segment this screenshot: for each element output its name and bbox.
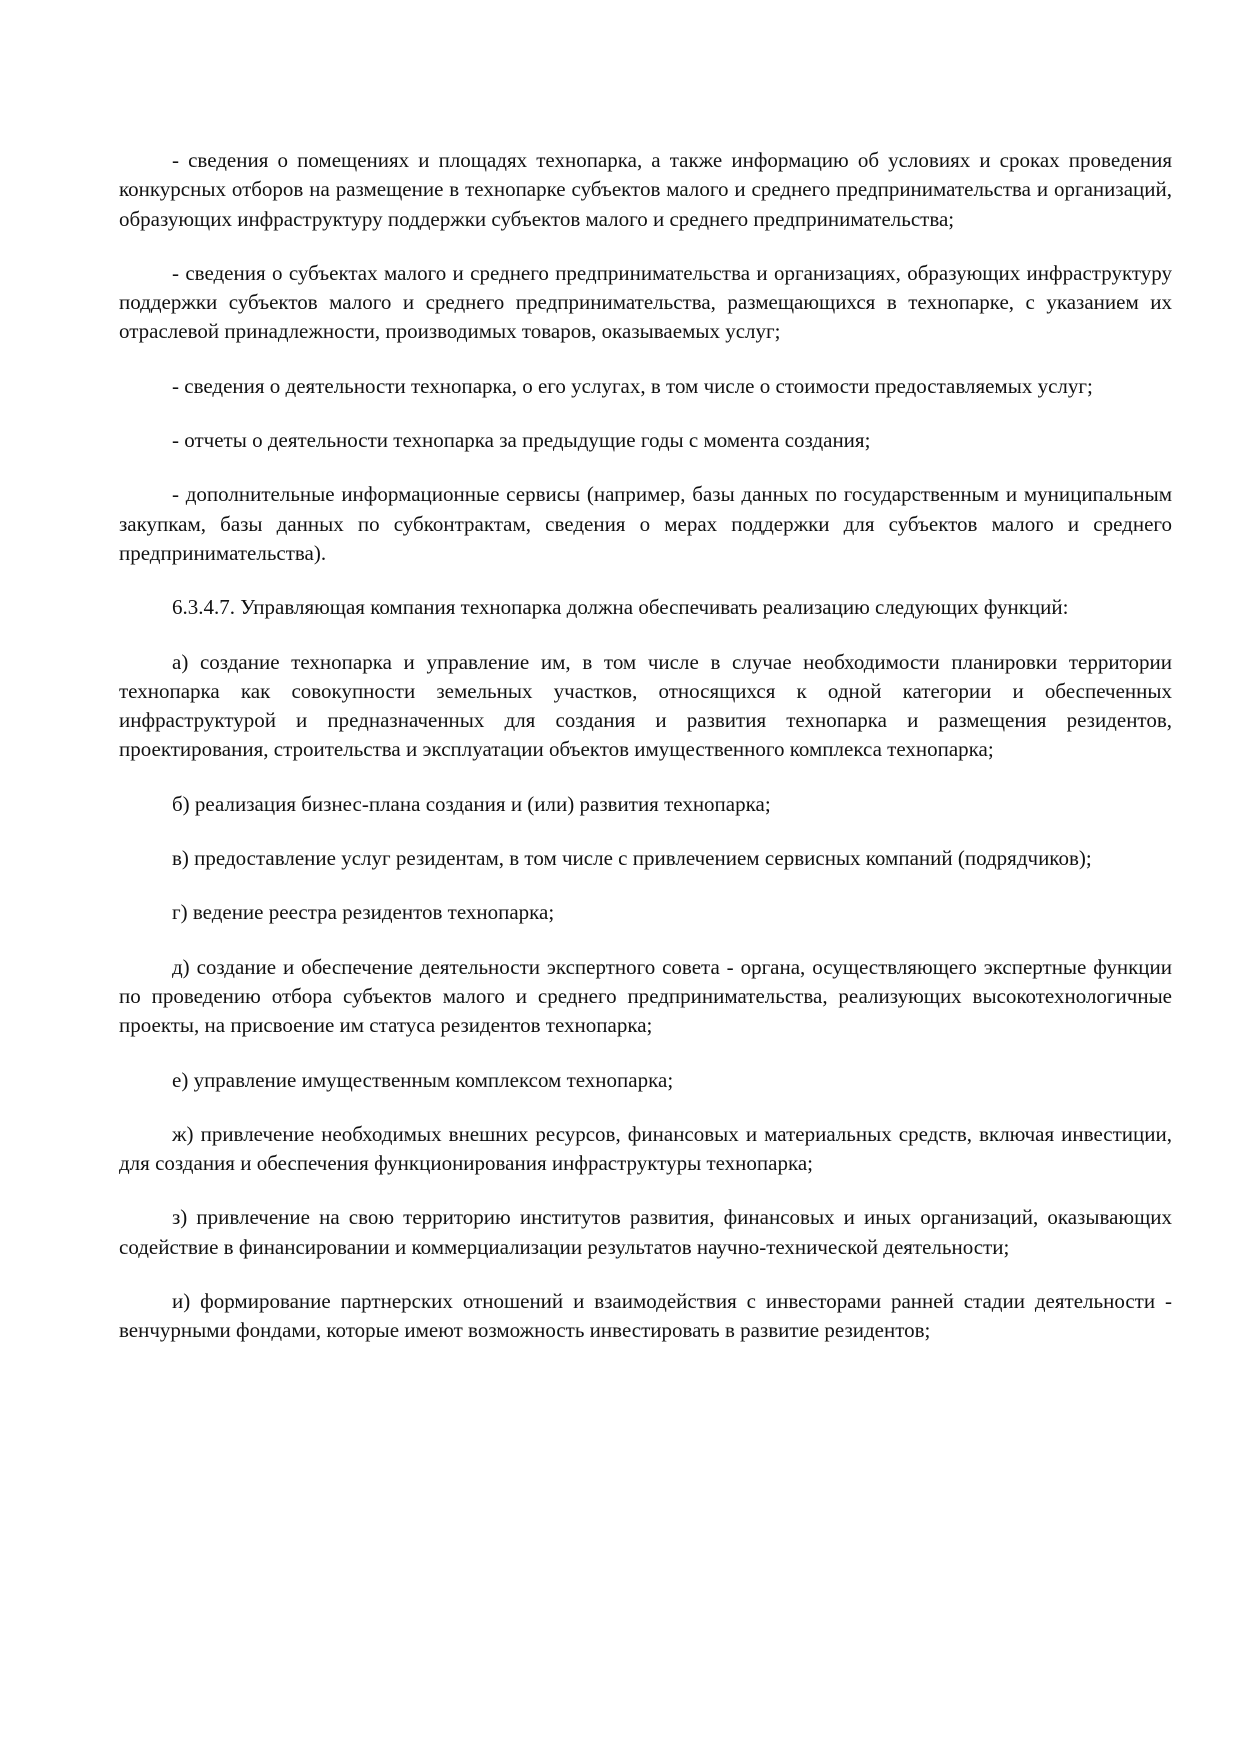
paragraph-premises-info: - сведения о помещениях и площадях технопарка, а также информацию об условиях и сроках проведения конкурсных отборов на размещение в технопарке субъектов малого и среднего предпринимательства и организаций, образующих инфраструктуру поддержки субъектов малого и среднего предпринимательства; <box>119 148 1172 231</box>
list-item-v: в) предоставление услуг резидентам, в том числе с привлечением сервисных компаний (подрядчиков); <box>172 846 1092 871</box>
paragraph-reports: - отчеты о деятельности технопарка за предыдущие годы с момента создания; <box>172 428 871 453</box>
list-item-d: д) создание и обеспечение деятельности экспертного совета - органа, осуществляющего экспертные функции по проведению отбора субъектов малого и среднего предпринимательства, реализующих высокотехнологичные проекты, на присвоение им статуса резидентов технопарка; <box>119 954 1172 1038</box>
list-item-a: а) создание технопарка и управление им, в том числе в случае необходимости планировки территории технопарка как совокупности земельных участков, относящихся к одной категории и обеспеченных инфраструктурой и предназначенных для создания и развития технопарка и размещения резидентов, проектирования, строительства и эксплуатации объектов имущественного комплекса технопарка; <box>119 649 1172 762</box>
paragraph-activity-info: - сведения о деятельности технопарка, о его услугах, в том числе о стоимости предоставляемых услуг; <box>172 373 1093 398</box>
list-item-zh: ж) привлечение необходимых внешних ресурсов, финансовых и материальных средств, включая инвестиции, для создания и обеспечения функционирования инфраструктуры технопарка; <box>119 1121 1172 1176</box>
list-item-g: г) ведение реестра резидентов технопарка; <box>172 900 555 925</box>
paragraph-sme-info: - сведения о субъектах малого и среднего предпринимательства и организациях, образующих инфраструктуру поддержки субъектов малого и среднего предпринимательства, размещающихся в технопарке, с указанием их отраслевой принадлежности, производимых товаров, оказываемых услуг; <box>119 260 1172 344</box>
paragraph-section-6-3-4-7: 6.3.4.7. Управляющая компания технопарка должна обеспечивать реализацию следующих функций: <box>172 595 1069 620</box>
paragraph-extra-services: - дополнительные информационные сервисы (например, базы данных по государственным и муниципальным закупкам, базы данных по субконтрактам, сведения о мерах поддержки для субъектов малого и среднего предпринимательства). <box>119 482 1172 565</box>
list-item-z: з) привлечение на свою территорию институтов развития, финансовых и иных организаций, оказывающих содействие в финансировании и коммерциализации результатов научно-технической деятельности; <box>119 1205 1172 1259</box>
document-page <box>119 146 1172 1371</box>
list-item-b: б) реализация бизнес-плана создания и (или) развития технопарка; <box>172 791 771 816</box>
list-item-i: и) формирование партнерских отношений и взаимодействия с инвесторами ранней стадии деятельности - венчурными фондами, которые имеют возможность инвестировать в развитие резидентов; <box>119 1289 1172 1343</box>
list-item-e: е) управление имущественным комплексом технопарка; <box>172 1067 674 1092</box>
